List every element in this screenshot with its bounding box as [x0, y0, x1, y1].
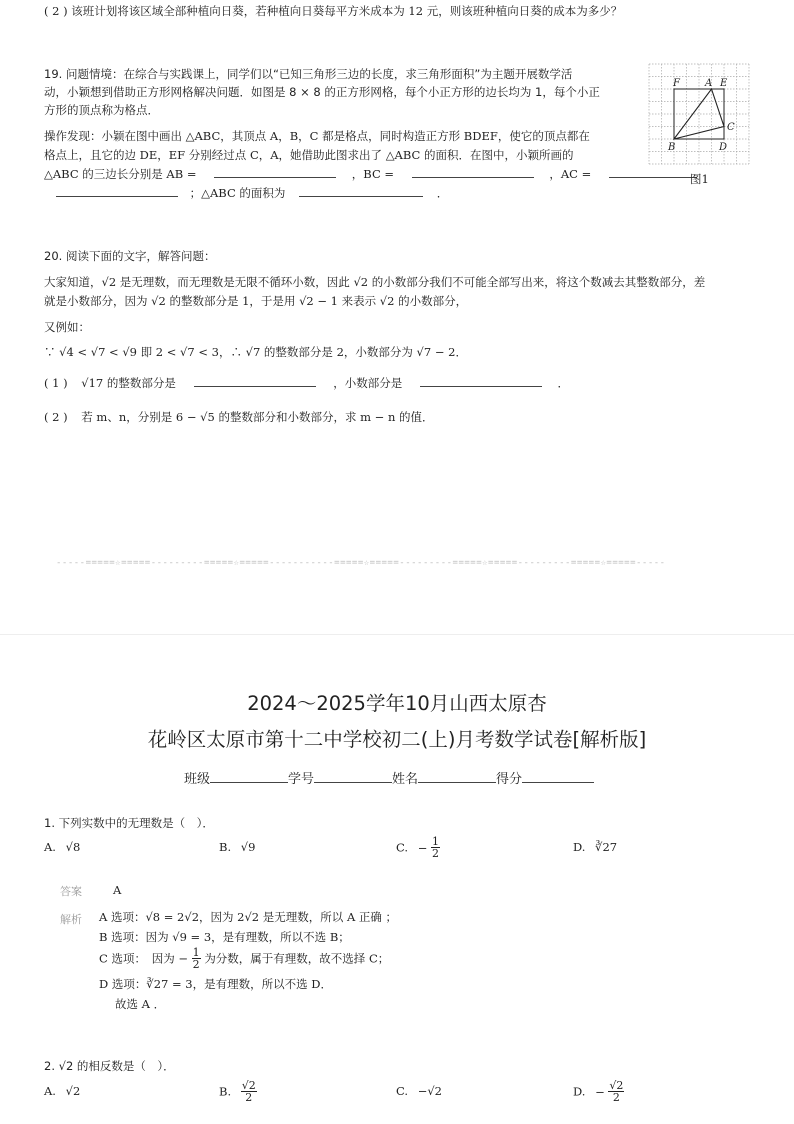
q1-answer-label: 答案	[60, 885, 82, 898]
q2-option-b-fraction	[241, 1080, 257, 1103]
q1-analysis-c	[99, 947, 389, 970]
q2-option-d-denominator: 2	[612, 1091, 620, 1104]
q1-option-d-letter: D.	[573, 840, 586, 854]
q19-ac-blank[interactable]	[609, 165, 697, 178]
q19-ac-label: ，AC =	[549, 167, 592, 181]
q1-option-c-sign: −	[417, 840, 428, 855]
q2-option-b-letter: B.	[219, 1084, 232, 1099]
q20-sub2-text: 若 m、n，分别是 6 − √5 的整数部分和小数部分，求 m − n 的值．	[81, 410, 434, 424]
q2-option-a-value: √2	[65, 1084, 81, 1098]
q19-area-blank[interactable]	[299, 184, 423, 197]
score-label: 得分	[496, 772, 523, 787]
label-c: C	[727, 122, 735, 133]
class-label: 班级	[184, 772, 211, 787]
id-field[interactable]	[314, 770, 392, 783]
q1-option-c-numerator: 1	[432, 835, 439, 848]
q2-option-d-letter: D.	[573, 1084, 586, 1099]
q19-line5: 格点上，且它的边 DE，EF 分别经过点 C，A，她借助此图求出了 △ABC 的面积．在图中，小颖所画的	[44, 148, 574, 162]
q19-ab-blank[interactable]	[214, 165, 336, 178]
q1-option-c-letter: C.	[396, 840, 409, 855]
q20-p1: 大家知道，√2 是无理数，而无理数是无限不循环小数，因此 √2 的小数部分我们不可能全部写出来，将这个数减去其整数部分，差	[44, 275, 706, 289]
q1-option-d-value: ∛27	[595, 840, 618, 854]
q1-option-c[interactable]	[396, 836, 440, 859]
q20-sub1-b: ，小数部分是	[333, 376, 403, 390]
q19-line7	[56, 184, 448, 202]
q1-analysis-c-numerator: 1	[192, 946, 200, 959]
q1-analysis-d: D 选项：∛27 = 3，是有理数，所以不选 D．	[99, 977, 332, 991]
q20-sub1-a: √17 的整数部分是	[81, 376, 176, 390]
q19-line7-end: ．	[436, 186, 449, 200]
q19-line1: 19. 问题情境：在综合与实践课上，同学们以“已知三角形三边的长度，求三角形面积”为主题开展数学活	[44, 67, 573, 81]
q20-sub1-number: ( 1 )	[44, 376, 68, 390]
q1-analysis-c-fraction	[192, 947, 201, 970]
q20-integer-blank[interactable]	[194, 374, 316, 387]
q2-option-d-sign: −	[595, 1084, 605, 1099]
q1-analysis-c-prefix: C 选项： 因为 −	[99, 951, 188, 966]
q2-option-c[interactable]	[396, 1084, 442, 1098]
q18-part2-text: 该班计划将该区域全部种植向日葵，若种植向日葵每平方米成本为 12 元，则该班种植向日葵的成本为多少？	[71, 4, 623, 18]
q2-option-b-denominator: 2	[245, 1091, 253, 1104]
q20-decimal-blank[interactable]	[420, 374, 542, 387]
section-separator: -----=====☆=====---------=====☆=====-----------=====☆=====---------=====☆=====---------=====☆=====-----	[56, 558, 666, 568]
q19-line4: 操作发现：小颖在图中画出 △ABC，其顶点 A，B，C 都是格点，同时构造正方形 BDEF，使它的顶点都在	[44, 129, 590, 143]
q1-option-a[interactable]	[44, 840, 80, 854]
label-a: A	[705, 78, 713, 89]
q20-p4: ∵ √4 < √7 < √9 即 2 < √7 < 3，∴ √7 的整数部分是 2，小数部分为 √7 − 2．	[44, 345, 467, 359]
q18-part2	[44, 2, 622, 20]
exam-title-line1: 2024～2025学年10月山西太原杏	[247, 692, 547, 715]
q20-sub1	[44, 374, 569, 392]
class-field[interactable]	[210, 770, 288, 783]
q19-grid-figure	[646, 62, 752, 166]
q19-ab-label: △ABC 的三边长分别是 AB =	[44, 167, 197, 181]
q1-option-d[interactable]	[573, 840, 617, 854]
q1-analysis-c-text: 为分数，属于有理数，故不选择 C；	[204, 951, 390, 966]
page-divider	[0, 634, 794, 635]
q20-sub1-end: ．	[557, 376, 570, 390]
q20-title: 20. 阅读下面的文字，解答问题：	[44, 249, 216, 263]
q19-line3: 方形的顶点称为格点．	[44, 103, 159, 117]
q1-analysis-a: A 选项：√8 = 2√2，因为 2√2 是无理数，所以 A 正确 ；	[99, 910, 398, 924]
q2-option-d[interactable]	[573, 1080, 624, 1103]
q1-option-c-denominator: 2	[432, 847, 439, 860]
id-label: 学号	[288, 772, 315, 787]
student-info-row	[184, 768, 594, 787]
q1-option-b[interactable]	[219, 840, 255, 854]
q1-answer-value: A	[113, 883, 122, 897]
q1-analysis-c-denominator: 2	[192, 958, 200, 971]
q19-figure-caption: 图1	[690, 172, 709, 186]
q2-option-d-fraction	[608, 1080, 624, 1103]
name-label: 姓名	[392, 772, 419, 787]
q1-option-b-value: √9	[240, 840, 256, 854]
q1-stem: 1. 下列实数中的无理数是（ ）．	[44, 816, 214, 830]
q2-option-d-numerator: √2	[609, 1079, 624, 1092]
q19-figure	[646, 62, 752, 166]
q18-part2-number: ( 2 )	[44, 4, 68, 18]
q1-analysis-conclusion: 故选 A ．	[115, 997, 166, 1011]
q19-bc-label: ，BC =	[351, 167, 395, 181]
q2-option-c-letter: C.	[396, 1084, 409, 1098]
q1-analysis-b: B 选项：因为 √9 = 3，是有理数，所以不选 B；	[99, 930, 350, 944]
q2-option-a[interactable]	[44, 1084, 80, 1098]
q2-option-a-letter: A.	[44, 1084, 56, 1098]
q2-option-b-numerator: √2	[241, 1079, 256, 1092]
label-f: F	[673, 78, 680, 89]
q1-option-c-fraction	[431, 836, 440, 859]
q2-option-b[interactable]	[219, 1080, 257, 1103]
q19-ac-blank-cont[interactable]	[56, 184, 178, 197]
label-b: B	[668, 142, 676, 153]
q2-option-c-value: −√2	[417, 1084, 442, 1098]
q19-area-label: ；△ABC 的面积为	[189, 186, 286, 200]
q20-sub2-number: ( 2 )	[44, 410, 68, 424]
q20-sub2	[44, 408, 434, 426]
score-field[interactable]	[522, 770, 594, 783]
q19-bc-blank[interactable]	[412, 165, 534, 178]
q19-line2: 动，小颖想到借助正方形网格解决问题．如图是 8 × 8 的正方形网格，每个小正方形的边长均为 1，每个小正	[44, 85, 600, 99]
q1-option-a-letter: A.	[44, 840, 56, 854]
q1-option-a-value: √8	[65, 840, 81, 854]
q2-stem: 2. √2 的相反数是（ ）．	[44, 1059, 175, 1073]
exam-title-line2: 花岭区太原市第十二中学校初二(上)月考数学试卷[解析版]	[147, 728, 647, 751]
q20-p2: 就是小数部分，因为 √2 的整数部分是 1，于是用 √2 − 1 来表示 √2 的小数部分，	[44, 294, 468, 308]
q1-analysis-label: 解析	[60, 913, 82, 926]
label-d: D	[719, 142, 728, 153]
q20-p3: 又例如：	[44, 320, 90, 334]
q19-line6	[44, 165, 697, 183]
name-field[interactable]	[418, 770, 496, 783]
q1-option-b-letter: B.	[219, 840, 232, 854]
label-e: E	[720, 78, 728, 89]
grid-lines	[649, 64, 749, 164]
